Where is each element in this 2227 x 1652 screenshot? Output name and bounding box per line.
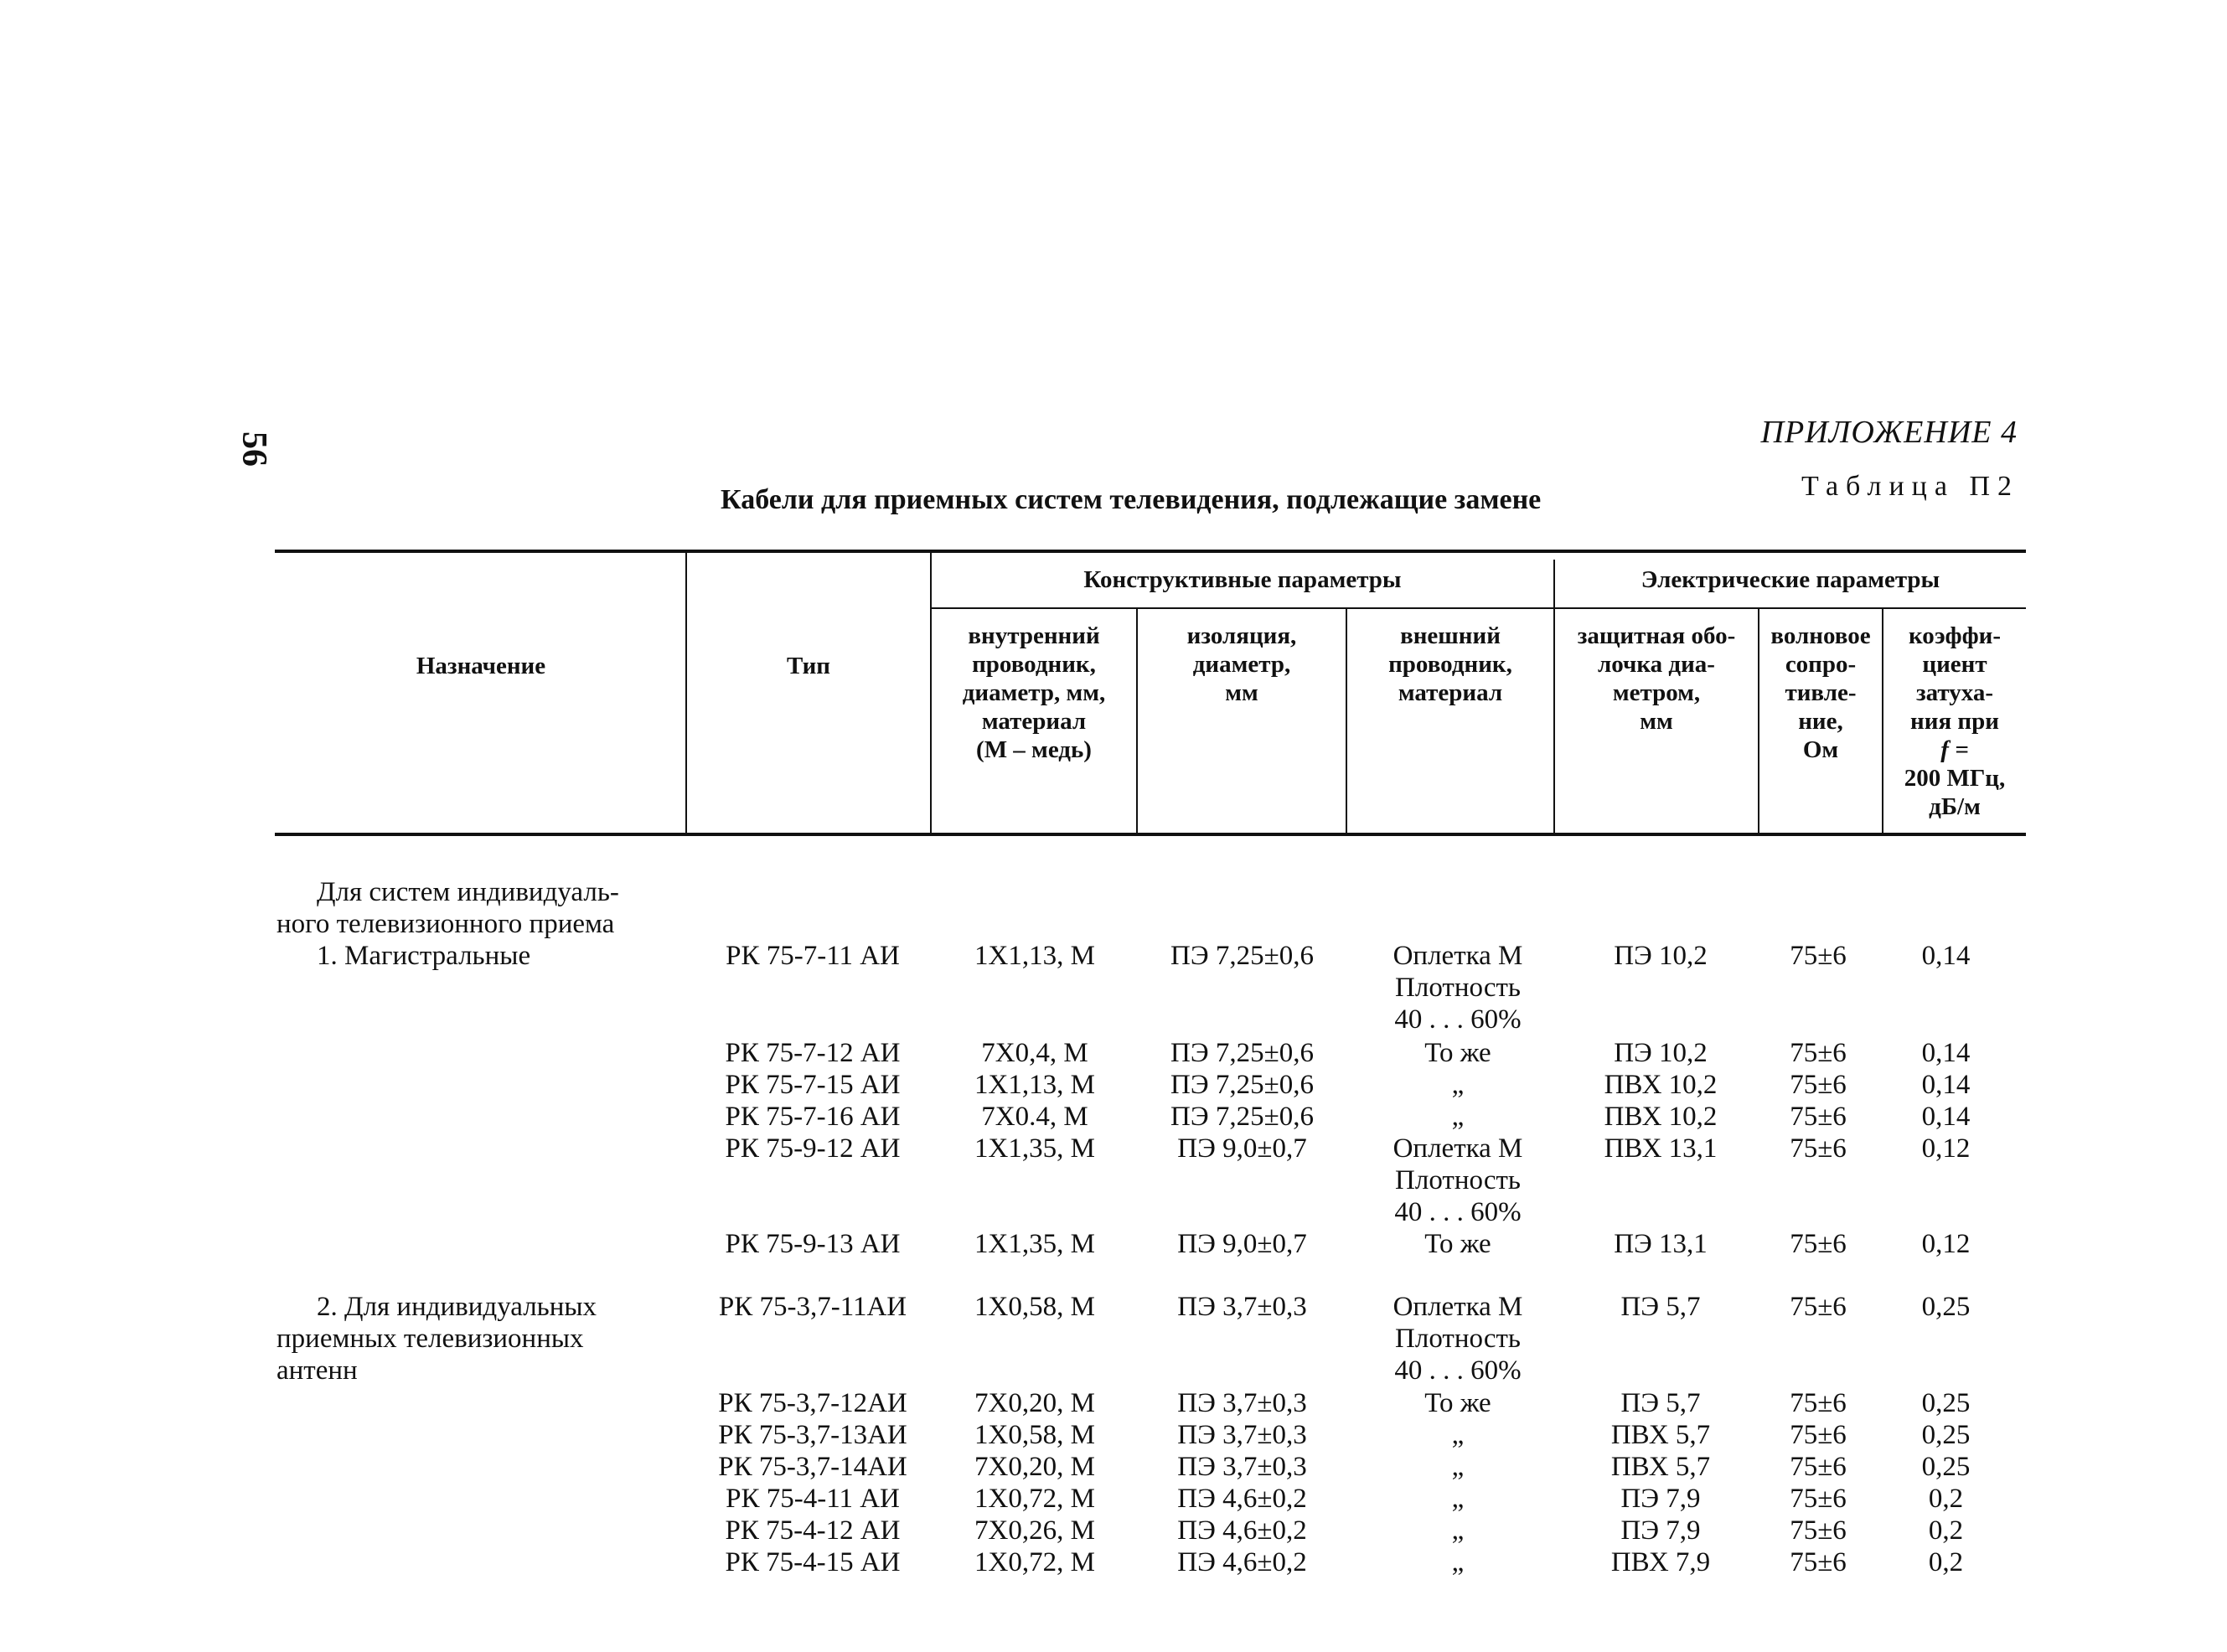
table-label: Таблица П2 [1801, 471, 2019, 502]
cell-impedance: 75±6 [1790, 1292, 1847, 1322]
cell-attenuation: 0,14 [1921, 1038, 1971, 1068]
cell-cable-type: РК 75-7-16 АИ [725, 1102, 901, 1132]
cell-outer-line: 40 . . . 60% [1394, 1004, 1522, 1035]
cell-insulation: ПЭ 3,7±0,3 [1177, 1292, 1307, 1322]
cell-insulation: ПЭ 3,7±0,3 [1177, 1452, 1307, 1482]
cell-outer-conductor [1349, 1546, 1567, 1578]
table-row [0, 1101, 2227, 1133]
section-label-antenna: 2. Для индивидуальных приемных телевизионных антенн [276, 1292, 597, 1386]
cell-inner-conductor: 7Х0,4, М [981, 1038, 1088, 1068]
cell-sheath: ПЭ 5,7 [1620, 1388, 1701, 1418]
table-title: Кабели для приемных систем телевидения, подлежащие замене [721, 484, 1542, 515]
cell-cable-type: РК 75-7-12 АИ [725, 1038, 901, 1068]
cell-impedance: 75±6 [1790, 1133, 1847, 1164]
cell-outer-conductor [1349, 1451, 1567, 1483]
cell-outer-conductor [1349, 1101, 1567, 1133]
cell-insulation: ПЭ 9,0±0,7 [1177, 1229, 1307, 1259]
header-purpose: Назначение [416, 653, 546, 679]
cell-outer-conductor [1349, 1069, 1567, 1101]
cell-outer-line: То же [1424, 1388, 1491, 1418]
cell-outer-line: 40 . . . 60% [1394, 1197, 1522, 1227]
cell-sheath: ПЭ 7,9 [1620, 1515, 1701, 1546]
section-label-trunk: Для систем индивидуаль- ного телевизионного приема 1. Магистральные [276, 877, 619, 971]
cell-outer-line: „ [1451, 1102, 1465, 1132]
cell-impedance: 75±6 [1790, 1547, 1847, 1577]
cell-impedance: 75±6 [1790, 1452, 1847, 1482]
header-type: Тип [786, 653, 831, 679]
cell-attenuation: 0,12 [1921, 1133, 1971, 1164]
cell-inner-conductor: 1Х0,58, М [974, 1420, 1095, 1450]
cell-insulation: ПЭ 3,7±0,3 [1177, 1388, 1307, 1418]
cell-attenuation: 0,25 [1921, 1420, 1971, 1450]
group-divider-rule [932, 607, 2026, 609]
header-attenuation: коэффи- циент затуха- ния при f = 200 МГц, дБ/м [1904, 622, 2006, 820]
cell-cable-type: РК 75-4-11 АИ [726, 1484, 900, 1514]
cell-cable-type: РК 75-4-12 АИ [725, 1515, 901, 1546]
cell-outer-line: Плотность [1395, 1165, 1521, 1195]
cell-attenuation: 0,14 [1921, 1102, 1971, 1132]
cell-cable-type: РК 75-4-15 АИ [725, 1547, 901, 1577]
cell-attenuation: 0,12 [1921, 1229, 1971, 1259]
cell-sheath: ПВХ 13,1 [1604, 1133, 1718, 1164]
cell-outer-conductor [1349, 1228, 1567, 1260]
cell-inner-conductor: 1Х1,13, М [974, 1070, 1095, 1100]
header-inner-conductor: внутренний проводник, диаметр, мм, материал (М – медь) [962, 622, 1106, 763]
table-row [0, 940, 2227, 1035]
cell-attenuation: 0,2 [1928, 1484, 1964, 1514]
header-electrical-group: Электрические параметры [1641, 566, 1940, 593]
cell-outer-line: Плотность [1395, 1324, 1521, 1354]
cell-cable-type: РК 75-9-12 АИ [725, 1133, 901, 1164]
cell-attenuation: 0,25 [1921, 1292, 1971, 1322]
cell-cable-type: РК 75-3,7-13АИ [718, 1420, 907, 1450]
cell-sheath: ПЭ 13,1 [1614, 1229, 1708, 1259]
cell-outer-conductor [1349, 940, 1567, 1035]
cell-outer-conductor [1349, 1515, 1567, 1546]
cell-impedance: 75±6 [1790, 1102, 1847, 1132]
cell-outer-conductor [1349, 1483, 1567, 1515]
cell-insulation: ПЭ 4,6±0,2 [1177, 1484, 1307, 1514]
cell-outer-line: Оплетка М [1393, 1292, 1523, 1322]
cell-impedance: 75±6 [1790, 1515, 1847, 1546]
cell-inner-conductor: 7Х0,20, М [974, 1388, 1095, 1418]
cell-outer-conductor [1349, 1037, 1567, 1069]
cell-inner-conductor: 1Х0,58, М [974, 1292, 1095, 1322]
page-number: 56 [235, 431, 273, 467]
cell-sheath: ПЭ 10,2 [1614, 1038, 1708, 1068]
header-outer-conductor: внешний проводник, материал [1388, 622, 1512, 706]
cell-sheath: ПВХ 10,2 [1604, 1102, 1718, 1132]
cell-sheath: ПВХ 5,7 [1610, 1452, 1711, 1482]
table-row [0, 1228, 2227, 1260]
cell-outer-line: Оплетка М [1393, 941, 1523, 971]
cell-outer-line: 40 . . . 60% [1394, 1355, 1522, 1386]
header-bottom-rule [275, 833, 2026, 836]
cell-cable-type: РК 75-3,7-11АИ [718, 1292, 907, 1322]
cell-outer-line: „ [1451, 1484, 1465, 1514]
table-row [0, 1483, 2227, 1515]
cell-inner-conductor: 1Х0,72, М [974, 1547, 1095, 1577]
cell-insulation: ПЭ 3,7±0,3 [1177, 1420, 1307, 1450]
cell-inner-conductor: 1Х1,35, М [974, 1229, 1095, 1259]
cell-attenuation: 0,14 [1921, 941, 1971, 971]
cell-insulation: ПЭ 7,25±0,6 [1170, 1038, 1314, 1068]
cell-outer-conductor [1349, 1133, 1567, 1228]
cell-insulation: ПЭ 4,6±0,2 [1177, 1515, 1307, 1546]
cell-sheath: ПЭ 10,2 [1614, 941, 1708, 971]
cell-outer-line: „ [1451, 1420, 1465, 1450]
cell-cable-type: РК 75-7-15 АИ [725, 1070, 901, 1100]
cell-impedance: 75±6 [1790, 941, 1847, 971]
cell-cable-type: РК 75-3,7-12АИ [718, 1388, 907, 1418]
cell-attenuation: 0,14 [1921, 1070, 1971, 1100]
cell-sheath: ПВХ 10,2 [1604, 1070, 1718, 1100]
cell-outer-conductor [1349, 1387, 1567, 1419]
cell-attenuation: 0,25 [1921, 1452, 1971, 1482]
col-divider [685, 553, 687, 834]
cell-inner-conductor: 1Х1,35, М [974, 1133, 1095, 1164]
cell-outer-line: „ [1451, 1070, 1465, 1100]
cell-impedance: 75±6 [1790, 1070, 1847, 1100]
cell-inner-conductor: 7Х0,26, М [974, 1515, 1095, 1546]
table-row [0, 1546, 2227, 1578]
cell-impedance: 75±6 [1790, 1038, 1847, 1068]
cell-outer-conductor [1349, 1291, 1567, 1386]
cell-outer-conductor [1349, 1419, 1567, 1451]
cell-attenuation: 0,2 [1928, 1547, 1964, 1577]
cell-sheath: ПЭ 7,9 [1620, 1484, 1701, 1514]
cell-outer-line: „ [1451, 1547, 1465, 1577]
table-row [0, 1515, 2227, 1546]
cell-inner-conductor: 7Х0.4, М [981, 1102, 1088, 1132]
table-row [0, 1419, 2227, 1451]
cell-inner-conductor: 1Х0,72, М [974, 1484, 1095, 1514]
cell-cable-type: РК 75-9-13 АИ [725, 1229, 901, 1259]
cell-outer-line: То же [1424, 1038, 1491, 1068]
cell-sheath: ПВХ 7,9 [1610, 1547, 1711, 1577]
cell-attenuation: 0,2 [1928, 1515, 1964, 1546]
cell-impedance: 75±6 [1790, 1388, 1847, 1418]
table-top-rule [275, 550, 2026, 553]
cell-outer-line: „ [1451, 1515, 1465, 1546]
cell-outer-line: Оплетка М [1393, 1133, 1523, 1164]
table-row [0, 1387, 2227, 1419]
cell-outer-line: То же [1424, 1229, 1491, 1259]
cell-sheath: ПВХ 5,7 [1610, 1420, 1711, 1450]
header-constructive-group: Конструктивные параметры [1083, 566, 1402, 593]
cell-cable-type: РК 75-7-11 АИ [726, 941, 900, 971]
table-row [0, 1451, 2227, 1483]
header-sheath: защитная обо- лочка диа- метром, мм [1577, 622, 1736, 735]
table-row [0, 1133, 2227, 1227]
cell-outer-line: Плотность [1395, 973, 1521, 1003]
cell-inner-conductor: 7Х0,20, М [974, 1452, 1095, 1482]
cell-insulation: ПЭ 7,25±0,6 [1170, 1102, 1314, 1132]
header-impedance: волновое сопро- тивле- ние, Ом [1770, 622, 1871, 763]
cell-impedance: 75±6 [1790, 1420, 1847, 1450]
cell-insulation: ПЭ 7,25±0,6 [1170, 941, 1314, 971]
cell-outer-line: „ [1451, 1452, 1465, 1482]
cell-impedance: 75±6 [1790, 1484, 1847, 1514]
cell-inner-conductor: 1Х1,13, М [974, 941, 1095, 971]
cell-impedance: 75±6 [1790, 1229, 1847, 1259]
header-insulation: изоляция, диаметр, мм [1186, 622, 1297, 706]
cell-insulation: ПЭ 4,6±0,2 [1177, 1547, 1307, 1577]
cell-cable-type: РК 75-3,7-14АИ [718, 1452, 907, 1482]
cell-attenuation: 0,25 [1921, 1388, 1971, 1418]
table-row [0, 1037, 2227, 1069]
cell-sheath: ПЭ 5,7 [1620, 1292, 1701, 1322]
cell-insulation: ПЭ 9,0±0,7 [1177, 1133, 1307, 1164]
cell-insulation: ПЭ 7,25±0,6 [1170, 1070, 1314, 1100]
appendix-label: ПРИЛОЖЕНИЕ 4 [1760, 415, 2018, 450]
table-row [0, 1069, 2227, 1101]
